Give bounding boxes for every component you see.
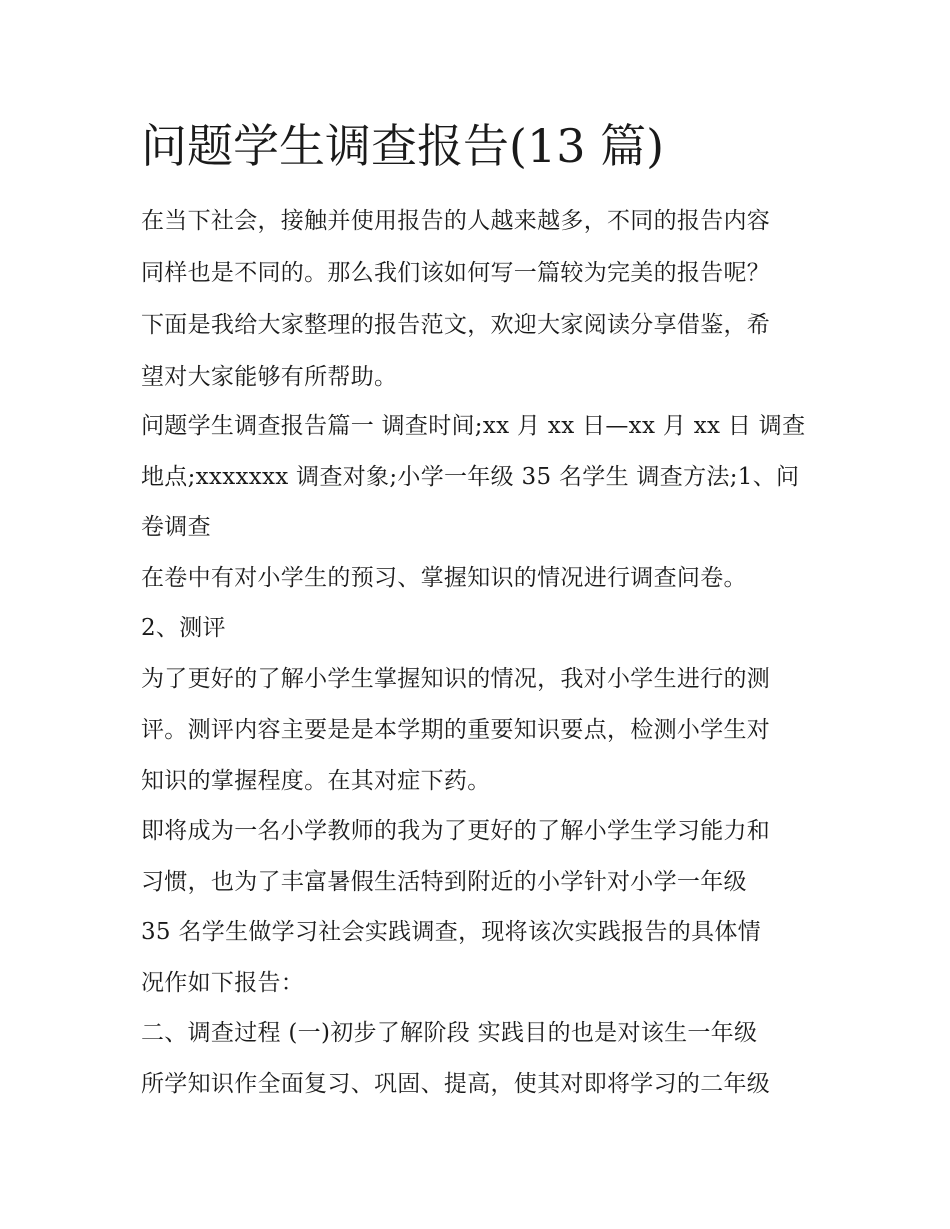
body-line-17: 二、调查过程 (一)初步了解阶段 实践目的也是对该生一年级 xyxy=(141,1020,758,1046)
body-line-16: 况作如下报告： xyxy=(141,970,305,996)
body-line-4: 望对大家能够有所帮助。 xyxy=(141,364,398,390)
body-line-13: 即将成为一名小学教师的我为了更好的了解小学生学习能力和 xyxy=(141,818,771,844)
body-line-8: 在卷中有对小学生的预习、掌握知识的情况进行调查问卷。 xyxy=(141,565,747,591)
body-line-11: 评。测评内容主要是是本学期的重要知识要点，检测小学生对 xyxy=(141,717,771,743)
body-line-9: 2、测评 xyxy=(141,615,226,641)
body-line-15: 35 名学生做学习社会实践调查，现将该次实践报告的具体情 xyxy=(141,919,761,945)
body-line-14: 习惯，也为了丰富暑假生活特到附近的小学针对小学一年级 xyxy=(141,869,747,895)
body-line-10: 为了更好的了解小学生掌握知识的情况，我对小学生进行的测 xyxy=(141,666,771,692)
body-line-2: 同样也是不同的。那么我们该如何写一篇较为完美的报告呢？ xyxy=(141,260,771,286)
body-line-3: 下面是我给大家整理的报告范文，欢迎大家阅读分享借鉴，希 xyxy=(141,312,771,338)
body-line-1: 在当下社会，接触并使用报告的人越来越多，不同的报告内容 xyxy=(141,208,771,234)
body-line-18: 所学知识作全面复习、巩固、提高，使其对即将学习的二年级 xyxy=(141,1071,771,1097)
document-title: 问题学生调查报告(13 篇) xyxy=(141,119,665,173)
body-line-7: 卷调查 xyxy=(141,514,211,540)
body-line-6: 地点;xxxxxxx 调查对象;小学一年级 35 名学生 调查方法;1、问 xyxy=(141,464,800,490)
body-line-5: 问题学生调查报告篇一 调查时间;xx 月 xx 日—xx 月 xx 日 调查 xyxy=(141,413,806,439)
body-line-12: 知识的掌握程度。在其对症下药。 xyxy=(141,768,491,794)
